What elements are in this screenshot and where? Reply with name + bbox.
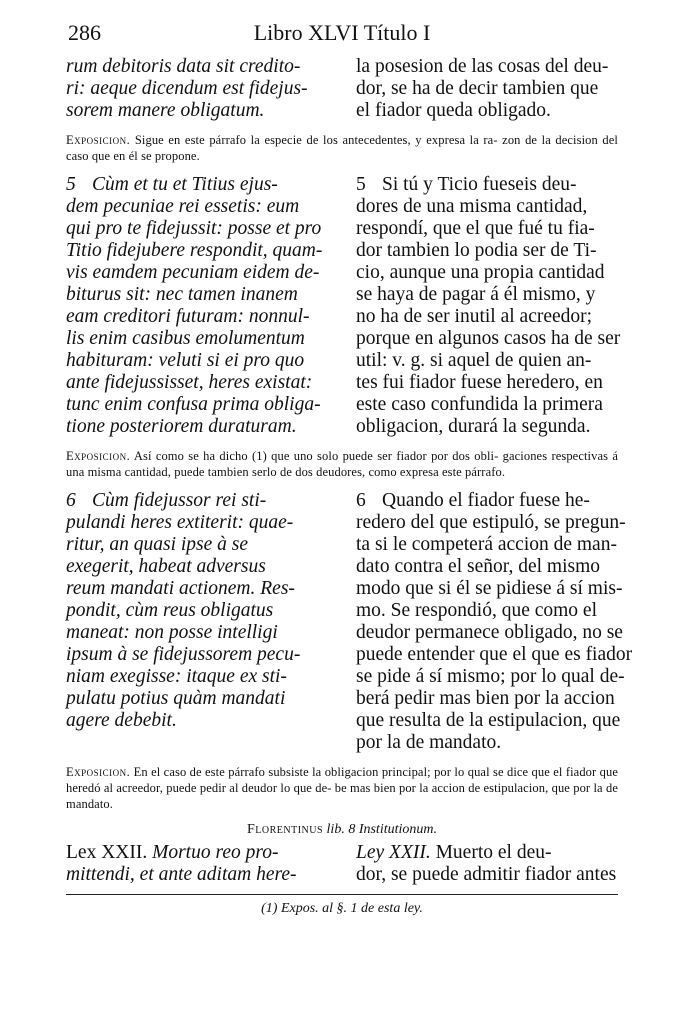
ley-heading: Ley XXII. [356,842,431,863]
latin-line: qui pro te fidejussit: posse et pro [66,218,322,239]
spanish-line: modo que si él se pidiese á sí mis- [356,578,623,599]
exposition-note [66,132,618,164]
exposition-text: Sigue en este párrafo la especie de los antecedentes, y expresa la ra- [134,133,498,147]
source-work: lib. 8 Institutionum. [326,822,437,837]
latin-line: Titio fidejubere respondit, quam- [66,240,323,261]
footnote-divider [66,894,618,895]
latin-column [66,174,346,438]
spanish-line: dato contra el señor, del mismo [356,556,600,577]
latin-line: vis eamdem pecuniam eidem de- [66,262,320,283]
spanish-line: 5 Si tú y Ticio fueseis deu- [356,174,577,195]
latin-column [66,490,346,754]
paragraph-number: 5 [66,174,76,195]
spanish-line: dores de una misma cantidad, [356,196,588,217]
footnote: (1) Expos. al §. 1 de esta ley. [261,901,423,916]
exposition-text: Así como se ha dicho (1) que uno solo puede ser fiador por dos obli- [133,449,499,463]
spanish-line: mo. Se respondió, que como el [356,600,597,621]
page-header [66,18,618,52]
exposition-label: Exposicion. [66,449,131,463]
exposition-note [66,448,618,480]
latin-line: 6 Cùm fidejussor rei sti- [66,490,267,511]
exposition-label: Exposicion. [66,133,131,147]
source-author: Florentinus [246,822,324,837]
spanish-line: ta si le competerá accion de man- [356,534,617,555]
latin-line: pondit, cùm reus obligatus [66,600,274,621]
exposition-text: zon de la decision del caso que en él se propone. [66,133,618,163]
spanish-line: dor, se ha de decir tambien que [356,78,599,99]
spanish-line: obligacion, durará la segunda. [356,416,591,437]
latin-line: sorem manere obligatum. [66,100,265,121]
spanish-line: se haya de pagar á él mismo, y [356,284,596,305]
lex-heading: Lex XXII. [66,842,148,863]
exposition-text: como expresa este párrafo. [368,465,506,479]
paragraph-number: 6 [356,490,366,511]
exposition-text: be mas bien por la accion de estipulacion, que por la de mandato. [66,781,618,811]
spanish-line: tes fui fiador fuese heredero, en [356,372,603,393]
spanish-line: la posesion de las cosas del deu- [356,56,609,77]
page-number: 286 [68,20,101,45]
latin-line: biturus sit: nec tamen inanem [66,284,298,305]
latin-line: exegerit, habeat adversus [66,556,266,577]
latin-line: niam exegisse: itaque ex sti- [66,666,287,687]
spanish-column [356,174,621,438]
paragraph-5 [66,174,621,438]
spanish-line: Ley XXII. Muerto el deu- [356,842,552,863]
latin-line: tione posteriorem duraturam. [66,416,297,437]
page [66,18,633,917]
latin-line: 5 Cùm et tu et Titius ejus- [66,174,278,195]
latin-line: Lex XXII. Mortuo reo pro- [66,842,279,863]
latin-column [66,842,346,886]
spanish-line: redero del que estipuló, se pregun- [356,512,626,533]
latin-line: ri: aeque dicendum est fidejus- [66,78,308,99]
latin-line: maneat: non posse intelligi [66,622,278,643]
latin-line: eam creditori futuram: nonnul- [66,306,310,327]
spanish-column [356,56,618,122]
latin-line: ritur, an quasi ipse à se [66,534,249,555]
exposition-text: gaciones respectivas á una misma cantidad, puede tambien serlo de dos deudores, [66,449,618,479]
latin-line: mittendi, et ante aditam here- [66,864,297,885]
paragraph-6 [66,490,633,754]
spanish-line: se pide á sí mismo; por lo qual de- [356,666,625,687]
spanish-line: dor tambien lo podia ser de Ti- [356,240,597,261]
source-attribution [66,822,618,838]
exposition-text: En el caso de este párrafo subsiste la obligacion principal; por lo [133,765,465,779]
spanish-line: no ha de ser inutil al acreedor; [356,306,593,327]
latin-line: habituram: veluti si ei pro quo [66,350,305,371]
exposition-text: qual se dice que el fiador que heredó al acreedor, puede pedir al deudor lo que de- [66,765,619,795]
spanish-line: puede entender que el que es fiador [356,644,633,665]
latin-line: ante fidejussisset, heres existat: [66,372,313,393]
latin-line: agere debebit. [66,710,177,731]
latin-line: lis enim casibus emolumentum [66,328,305,349]
spanish-line: deudor permanece obligado, no se [356,622,623,643]
paragraph-number: 5 [356,174,366,195]
continuation-block [66,56,618,122]
spanish-line: 6 Quando el fiador fuese he- [356,490,590,511]
spanish-column [356,490,633,754]
spanish-line: berá pedir mas bien por la accion [356,688,615,709]
exposition-note [66,764,618,812]
spanish-line: este caso confundida la primera [356,394,603,415]
latin-line: ipsum à se fidejussorem pecu- [66,644,301,665]
paragraph-number: 6 [66,490,76,511]
latin-column [66,56,346,122]
latin-line: tunc enim confusa prima obliga- [66,394,321,415]
spanish-line: por la de mandato. [356,732,502,753]
spanish-line: cio, aunque una propia cantidad [356,262,605,283]
latin-line: rum debitoris data sit credito- [66,56,301,77]
running-title: Libro XLVI Título I [253,20,431,45]
spanish-line: porque en algunos casos ha de ser [356,328,621,349]
lex-22 [66,842,618,886]
spanish-line: que resulta de la estipulacion, que [356,710,621,731]
latin-line: reum mandati actionem. Res- [66,578,295,599]
spanish-line: el fiador queda obligado. [356,100,551,121]
spanish-line: dor, se puede admitir fiador antes [356,864,617,885]
latin-line: pulatu potius quàm mandati [66,688,286,709]
spanish-column [356,842,618,886]
exposition-label: Exposicion. [66,765,131,779]
latin-line: pulandi heres extiterit: quae- [66,512,294,533]
spanish-line: respondí, que el que fué tu fia- [356,218,595,239]
latin-line: dem pecuniae rei essetis: eum [66,196,300,217]
spanish-line: util: v. g. si aquel de quien an- [356,350,592,371]
